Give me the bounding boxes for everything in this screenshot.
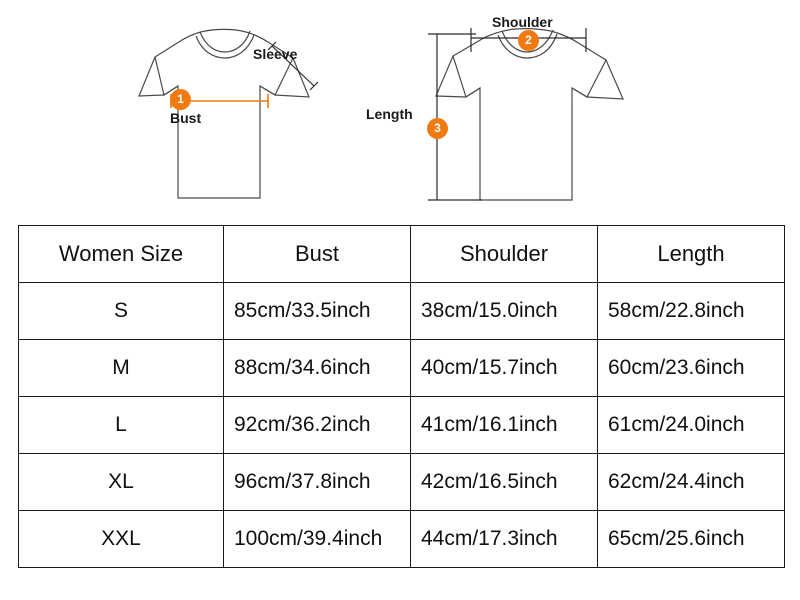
- cell-size: XL: [19, 454, 224, 511]
- bust-label: Bust: [170, 110, 202, 126]
- bust-sleeve-diagram: [60, 0, 380, 222]
- table-row: [19, 397, 785, 454]
- cell-shoulder: 42cm/16.5inch: [411, 454, 598, 511]
- cell-size: S: [19, 283, 224, 340]
- cell-shoulder: 44cm/17.3inch: [411, 511, 598, 568]
- tshirt-outline-left-icon: [60, 0, 380, 222]
- size-table: [18, 225, 785, 568]
- cell-bust: 100cm/39.4inch: [224, 511, 411, 568]
- table-row: [19, 511, 785, 568]
- header-shoulder: Shoulder: [411, 226, 598, 283]
- header-length: Length: [598, 226, 785, 283]
- cell-bust: 88cm/34.6inch: [224, 340, 411, 397]
- shoulder-length-diagram: [366, 0, 720, 222]
- cell-size: M: [19, 340, 224, 397]
- table-row: [19, 340, 785, 397]
- marker-3-length: 3: [427, 118, 448, 139]
- cell-bust: 92cm/36.2inch: [224, 397, 411, 454]
- marker-2-shoulder: 2: [518, 30, 539, 51]
- cell-shoulder: 40cm/15.7inch: [411, 340, 598, 397]
- tshirt-outline-right-icon: [390, 0, 720, 222]
- cell-length: 65cm/25.6inch: [598, 511, 785, 568]
- cell-shoulder: 41cm/16.1inch: [411, 397, 598, 454]
- cell-bust: 85cm/33.5inch: [224, 283, 411, 340]
- shoulder-label: Shoulder: [492, 14, 553, 30]
- marker-1-bust: 1: [170, 89, 191, 110]
- diagram-area: [0, 0, 800, 222]
- table-row: [19, 454, 785, 511]
- cell-bust: 96cm/37.8inch: [224, 454, 411, 511]
- length-label: Length: [366, 106, 413, 122]
- sleeve-label: Sleeve: [253, 46, 298, 62]
- header-bust: Bust: [224, 226, 411, 283]
- cell-size: XXL: [19, 511, 224, 568]
- table-row: [19, 283, 785, 340]
- cell-length: 60cm/23.6inch: [598, 340, 785, 397]
- cell-size: L: [19, 397, 224, 454]
- table-header-row: [19, 226, 785, 283]
- cell-shoulder: 38cm/15.0inch: [411, 283, 598, 340]
- header-women-size: Women Size: [19, 226, 224, 283]
- cell-length: 58cm/22.8inch: [598, 283, 785, 340]
- cell-length: 62cm/24.4inch: [598, 454, 785, 511]
- cell-length: 61cm/24.0inch: [598, 397, 785, 454]
